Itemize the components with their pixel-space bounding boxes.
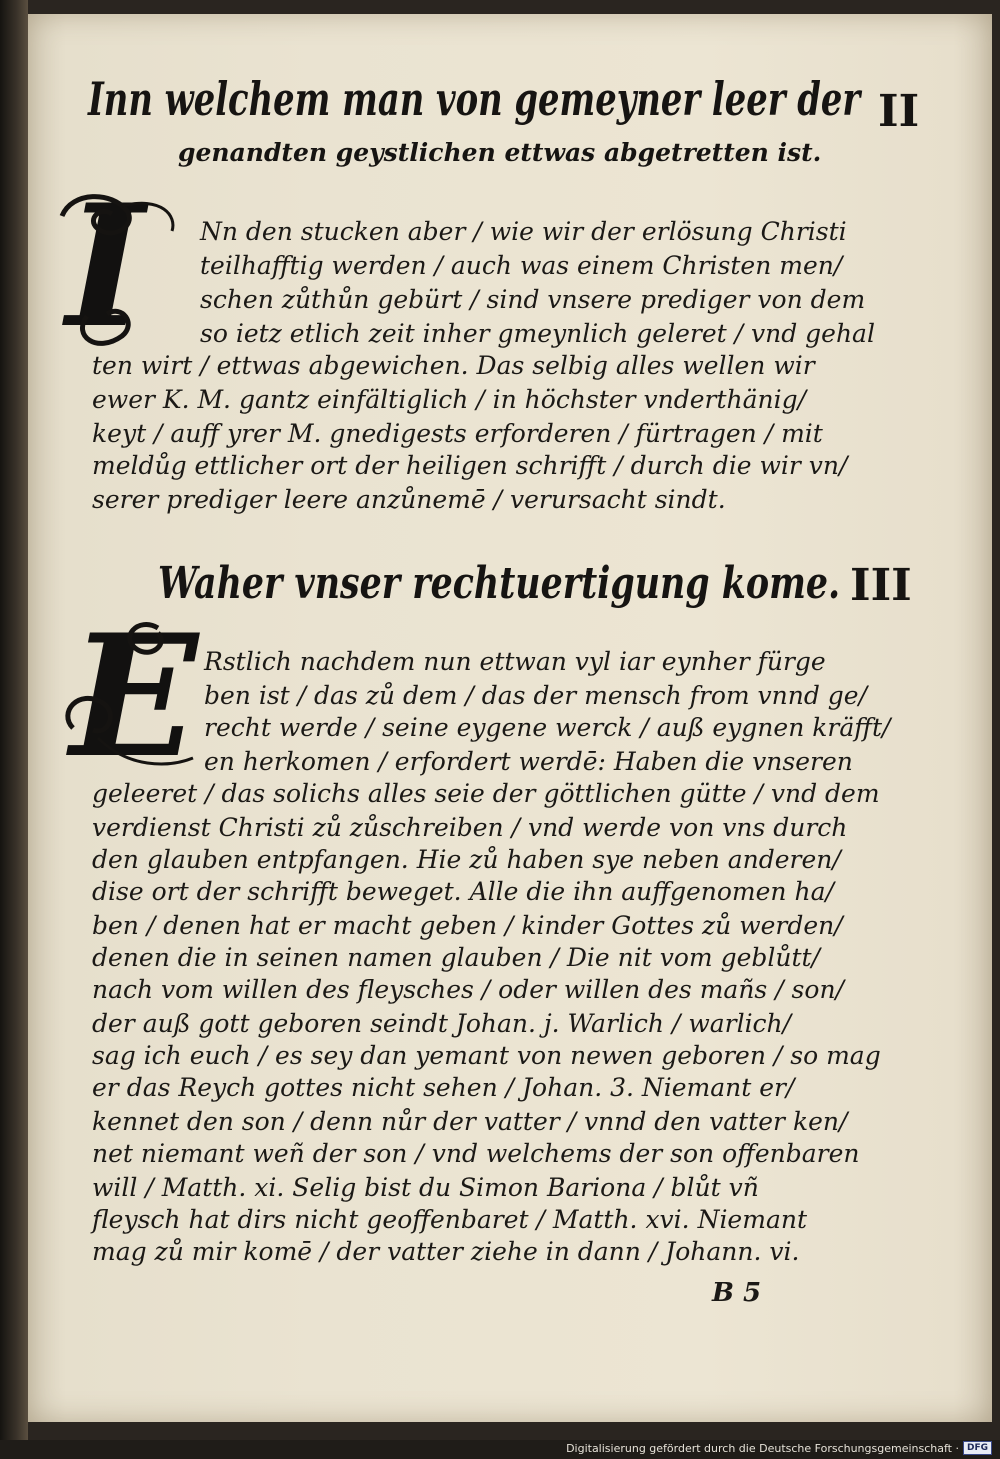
credit-text: Digitalisierung gefördert durch die Deutsche Forschungsgemeinschaft · bbox=[566, 1441, 959, 1455]
section-one-line: serer prediger leere anzůnemē / verursacht sindt. bbox=[92, 485, 726, 514]
section-one-heading: Inn welchem man von gemeyner leer der bbox=[88, 72, 861, 126]
section-two-heading: Waher vnser rechtuertigung kome. bbox=[158, 558, 841, 609]
signature-mark: B 5 bbox=[712, 1278, 762, 1308]
section-one-line: meldůg ettlicher ort der heiligen schrifft / durch die wir vn/ bbox=[92, 451, 848, 480]
section-two-line: dise ort der schrifft beweget. Alle die ihn auffgenomen ha/ bbox=[92, 877, 834, 906]
section-one-line: keyt / auff yrer M. gnedigests erforderen / fürtragen / mit bbox=[92, 419, 823, 448]
section-two-line: ben ist / das zů dem / das der mensch from vnnd ge/ bbox=[204, 681, 868, 710]
initial-flourish-two bbox=[58, 618, 198, 778]
section-two-line: mag zů mir komē / der vatter ziehe in dann / Johann. vi. bbox=[92, 1237, 800, 1266]
section-two-line: ben / denen hat er macht geben / kinder Gottes zů werden/ bbox=[92, 911, 843, 940]
section-one-line: Nn den stucken aber / wie wir der erlösung Christi bbox=[200, 217, 847, 246]
page-binding-edge bbox=[0, 0, 28, 1440]
section-two-line: Rstlich nachdem nun ettwan vyl iar eynher fürge bbox=[204, 647, 826, 676]
section-two-line: sag ich euch / es sey dan yemant von newen geboren / so mag bbox=[92, 1041, 881, 1070]
section-one-line: teilhafftig werden / auch was einem Christen men/ bbox=[200, 251, 843, 280]
section-two-number: III bbox=[850, 560, 912, 611]
section-two-line: kennet den son / denn nůr der vatter / vnnd den vatter ken/ bbox=[92, 1107, 848, 1136]
section-two-line: verdienst Christi zů zůschreiben / vnd werde von vns durch bbox=[92, 813, 848, 842]
section-two-line: er das Reych gottes nicht sehen / Johan. 3. Niemant er/ bbox=[92, 1073, 795, 1102]
section-two-line: den glauben entpfangen. Hie zů haben sye neben anderen/ bbox=[92, 845, 841, 874]
section-two-line: denen die in seinen namen glauben / Die nit vom geblůtt/ bbox=[92, 943, 820, 972]
section-two-line: will / Matth. xi. Selig bist du Simon Bariona / blůt vñ bbox=[92, 1173, 759, 1202]
section-two-line: fleysch hat dirs nicht geoffenbaret / Matth. xvi. Niemant bbox=[92, 1205, 807, 1234]
section-one-line: ten wirt / ettwas abgewichen. Das selbig alles wellen wir bbox=[92, 351, 815, 380]
dfg-logo: DFG bbox=[963, 1441, 992, 1455]
decorated-initial-i: I bbox=[66, 167, 145, 365]
section-two-line: der auß gott geboren seindt Johan. j. Warlich / warlich/ bbox=[92, 1009, 792, 1038]
section-one-number: II bbox=[878, 86, 920, 137]
decorated-initial-e: E bbox=[70, 597, 199, 795]
digitization-credit bbox=[566, 1441, 992, 1455]
section-two-line: nach vom willen des fleysches / oder willen des mañs / son/ bbox=[92, 975, 844, 1004]
section-two-line: geleeret / das solichs alles seie der göttlichen gütte / vnd dem bbox=[92, 779, 880, 808]
section-one-subheading: genandten geystlichen ettwas abgetretten ist. bbox=[178, 138, 822, 167]
section-one-line: schen zůthůn gebürt / sind vnsere prediger von dem bbox=[200, 285, 866, 314]
section-one-line: so ietz etlich zeit inher gmeynlich geleret / vnd gehal bbox=[200, 319, 875, 348]
section-one-line: ewer K. M. gantz einfältiglich / in höchster vnderthänig/ bbox=[92, 385, 807, 414]
section-two-line: net niemant weñ der son / vnd welchems der son offenbaren bbox=[92, 1139, 860, 1168]
section-two-line: en herkomen / erfordert werdē: Haben die vnseren bbox=[204, 747, 853, 776]
initial-flourish-one bbox=[52, 186, 182, 356]
section-two-line: recht werde / seine eygene werck / auß eygnen kräfft/ bbox=[204, 713, 891, 742]
